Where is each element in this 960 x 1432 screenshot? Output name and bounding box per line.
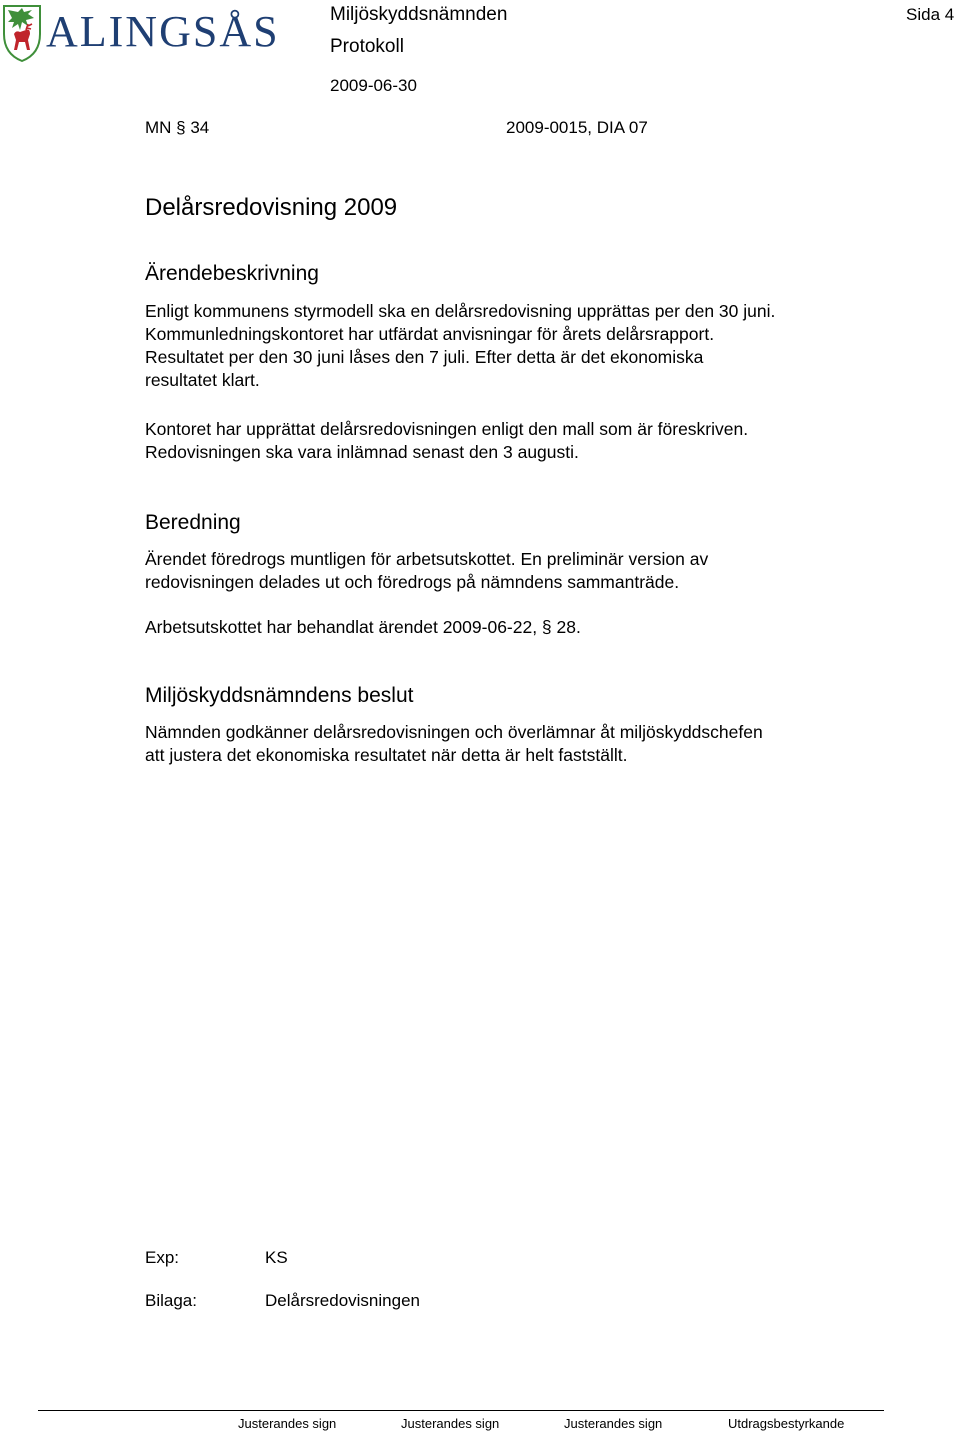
signature-field: Justerandes sign xyxy=(238,1416,337,1431)
beredning-paragraph-2 xyxy=(145,616,885,639)
beslut-paragraph-1 xyxy=(145,721,885,767)
signature-field: Justerandes sign xyxy=(564,1416,663,1431)
arende-paragraph-1 xyxy=(145,300,885,392)
arende-paragraph-2 xyxy=(145,418,885,464)
text-line: Nämnden godkänner delårsredovisningen och överlämnar åt miljöskyddschefen xyxy=(145,722,763,742)
text-line: Ärendet föredrogs muntligen för arbetsutskottet. En preliminär version av xyxy=(145,549,709,569)
bilaga-value: Delårsredovisningen xyxy=(265,1291,420,1310)
heading-beslut: Miljöskyddsnämndens beslut xyxy=(145,684,414,707)
text-line: Enligt kommunens styrmodell ska en delårsredovisning upprättas per den 30 juni. xyxy=(145,301,776,321)
header-organization: Miljöskyddsnämnden xyxy=(330,4,508,25)
text-line: resultatet klart. xyxy=(145,370,260,390)
text-line: Kontoret har upprättat delårsredovisningen enligt den mall som är föreskriven. xyxy=(145,419,749,439)
exp-value: KS xyxy=(265,1248,288,1267)
heading-arendebeskrivning: Ärendebeskrivning xyxy=(145,262,319,285)
document-title: Delårsredovisning 2009 xyxy=(145,194,398,221)
header-doc-type: Protokoll xyxy=(330,36,404,57)
case-number: 2009-0015, DIA 07 xyxy=(506,118,648,137)
bilaga-label: Bilaga: xyxy=(145,1291,197,1310)
exp-label: Exp: xyxy=(145,1248,180,1267)
logo-text: ALINGSÅS xyxy=(46,7,280,56)
coat-of-arms-icon xyxy=(2,4,42,62)
text-line: att justera det ekonomiska resultatet när detta är helt fastställt. xyxy=(145,745,628,765)
beredning-paragraph-1 xyxy=(145,548,885,594)
header-date: 2009-06-30 xyxy=(330,76,417,95)
page-number: Sida 4 xyxy=(906,5,955,24)
text-line: Kommunledningskontoret har utfärdat anvisningar för årets delårsrapport. xyxy=(145,324,715,344)
heading-beredning: Beredning xyxy=(145,511,241,534)
signature-field: Justerandes sign xyxy=(401,1416,500,1431)
text-line: Arbetsutskottet har behandlat ärendet 2009-06-22, § 28. xyxy=(145,617,581,637)
text-line: Redovisningen ska vara inlämnad senast den 3 augusti. xyxy=(145,442,579,462)
text-line: Resultatet per den 30 juni låses den 7 juli. Efter detta är det ekonomiska xyxy=(145,347,704,367)
text-line: redovisningen delades ut och föredrogs på nämndens sammanträde. xyxy=(145,572,680,592)
section-reference: MN § 34 xyxy=(145,118,210,137)
alingsas-logo xyxy=(2,4,280,64)
footer-divider xyxy=(38,1410,884,1411)
extract-certification-field: Utdragsbestyrkande xyxy=(728,1416,845,1431)
